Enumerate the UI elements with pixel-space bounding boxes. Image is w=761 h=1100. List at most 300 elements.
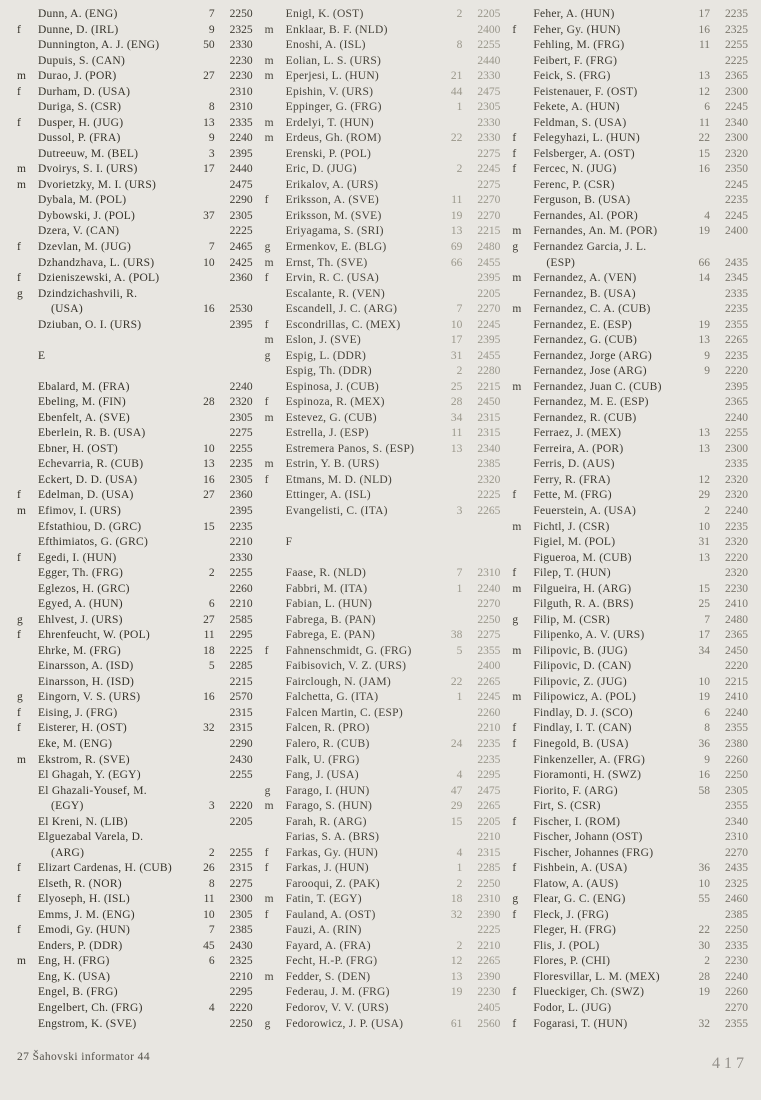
games-count: 2 — [208, 567, 215, 580]
games-count: 17 — [203, 163, 215, 176]
list-item — [17, 193, 253, 209]
rating-value: 2265 — [477, 675, 501, 688]
games-count: 15 — [698, 582, 711, 595]
title-prefix: f — [264, 318, 269, 331]
games-count: 14 — [698, 272, 711, 285]
list-item — [265, 737, 501, 753]
player-name: Dusper, H. (JUG) — [38, 116, 124, 129]
rating-value: 2240 — [477, 582, 501, 595]
games-count: 28 — [698, 970, 711, 983]
list-item — [17, 504, 253, 520]
games-count: 32 — [698, 1017, 711, 1030]
list-item — [512, 504, 748, 520]
list-item — [265, 892, 501, 908]
player-name: Espinosa, J. (CUB) — [285, 380, 379, 393]
list-item — [17, 861, 253, 877]
list-item — [265, 628, 501, 644]
list-item — [512, 830, 748, 846]
player-name: Fischer, Johann (OST) — [533, 831, 643, 844]
player-name: Eingorn, V. S. (URS) — [38, 691, 141, 704]
player-name: Escalante, R. (VEN) — [285, 287, 385, 300]
list-item — [265, 85, 501, 101]
rating-value: 2245 — [725, 101, 749, 114]
list-item — [17, 877, 253, 893]
list-item-continuation — [17, 799, 253, 815]
player-name: Fabrega, E. (PAN) — [285, 629, 376, 642]
list-item — [265, 38, 501, 54]
list-item — [17, 659, 253, 675]
rating-value: 2325 — [725, 877, 749, 890]
rating-value: 2310 — [725, 831, 749, 844]
games-count: 36 — [698, 862, 711, 875]
list-item — [265, 224, 501, 240]
games-count: 58 — [698, 784, 711, 797]
list-item — [265, 69, 501, 85]
games-count: 55 — [698, 893, 711, 906]
list-item — [265, 954, 501, 970]
player-name: Fairclough, N. (JAM) — [285, 675, 391, 688]
rating-value: 2410 — [725, 598, 749, 611]
rating-value: 2435 — [725, 256, 749, 269]
games-count: 27 — [203, 489, 215, 502]
player-name: Fioramonti, H. (SWZ) — [533, 769, 642, 782]
list-item — [265, 426, 501, 442]
games-count: 9 — [704, 753, 711, 766]
games-count: 2 — [456, 365, 463, 378]
games-count: 18 — [450, 893, 463, 906]
player-name: Fernandez, Juan C. (CUB) — [533, 380, 662, 393]
rating-value: 2265 — [477, 800, 501, 813]
list-item — [265, 240, 501, 256]
rating-value: 2305 — [725, 784, 749, 797]
player-name: Finegold, B. (USA) — [533, 737, 629, 750]
list-item — [512, 613, 748, 629]
player-name: Dvorietzky, M. I. (URS) — [38, 178, 157, 191]
rating-value: 2245 — [725, 209, 749, 222]
title-prefix: m — [264, 334, 274, 347]
player-name: Flueckiger, Ch. (SWZ) — [533, 986, 645, 999]
player-name: Feldman, S. (USA) — [533, 116, 627, 129]
player-name: (USA) — [51, 303, 83, 316]
rating-value: 2250 — [725, 924, 749, 937]
rating-value: 2305 — [229, 411, 253, 424]
list-item — [512, 690, 748, 706]
games-count: 8 — [456, 39, 463, 52]
list-item — [17, 287, 253, 303]
list-item — [17, 939, 253, 955]
games-count: 7 — [456, 303, 463, 316]
list-item — [512, 675, 748, 691]
player-name: Ernst, Th. (SVE) — [285, 256, 368, 269]
list-item — [17, 597, 253, 613]
list-item — [512, 271, 748, 287]
list-item — [512, 178, 748, 194]
games-count: 44 — [450, 85, 463, 98]
player-name: Figiel, M. (POL) — [533, 536, 616, 549]
column-3 — [512, 7, 748, 1032]
rating-value: 2240 — [229, 380, 253, 393]
title-prefix: f — [17, 489, 21, 502]
title-prefix: f — [264, 396, 269, 409]
player-name: Fernandez, M. E. (ESP) — [533, 396, 649, 409]
player-name: Fleger, H. (FRG) — [533, 924, 617, 937]
list-item — [512, 768, 748, 784]
games-count: 2 — [456, 877, 463, 890]
title-prefix: g — [17, 691, 23, 704]
title-prefix: f — [512, 147, 517, 160]
rating-value: 2395 — [229, 318, 253, 331]
rating-value: 2330 — [477, 70, 501, 83]
player-name: Fernandes, An. M. (POR) — [533, 225, 658, 238]
rating-value: 2315 — [477, 846, 501, 859]
rating-value: 2205 — [477, 8, 501, 20]
games-count: 34 — [450, 411, 463, 424]
player-name: Fang, J. (USA) — [285, 769, 359, 782]
player-name: (EGY) — [51, 800, 84, 813]
list-item — [17, 706, 253, 722]
list-item — [265, 256, 501, 272]
games-count: 13 — [698, 427, 711, 440]
games-count: 22 — [450, 675, 463, 688]
games-count: 2 — [456, 8, 463, 20]
list-item — [265, 7, 501, 23]
player-name: Estevez, G. (CUB) — [285, 411, 377, 424]
player-name: Ferenc, P. (CSR) — [533, 178, 615, 191]
player-name: Efstathiou, D. (GRC) — [38, 520, 142, 533]
player-name: Findlay, D. J. (SCO) — [533, 706, 633, 719]
player-name: Enoshi, A. (ISL) — [285, 39, 366, 52]
list-item — [265, 271, 501, 287]
player-name: Eperjesi, L. (HUN) — [285, 70, 379, 83]
player-name: Faase, R. (NLD) — [285, 567, 367, 580]
list-item — [265, 846, 501, 862]
rating-value: 2395 — [477, 272, 501, 285]
player-name: Dussol, P. (FRA) — [38, 132, 121, 145]
games-count: 15 — [698, 147, 711, 160]
list-item — [17, 1017, 253, 1033]
player-name: Eolian, L. S. (URS) — [285, 54, 382, 67]
rating-value: 2395 — [725, 380, 749, 393]
rating-value: 2340 — [725, 815, 749, 828]
title-prefix: m — [512, 303, 522, 316]
rating-value: 2330 — [477, 116, 501, 129]
list-item — [512, 457, 748, 473]
rating-value: 2260 — [725, 753, 749, 766]
list-item — [17, 380, 253, 396]
games-count: 6 — [704, 706, 711, 719]
list-item — [265, 100, 501, 116]
list-item — [265, 178, 501, 194]
rating-value: 2280 — [477, 365, 501, 378]
rating-value: 2395 — [229, 505, 253, 517]
rating-value: 2275 — [477, 629, 501, 642]
blank-line — [265, 520, 501, 536]
rating-value: 2255 — [229, 846, 253, 859]
games-count: 11 — [203, 629, 215, 642]
rating-value: 2400 — [725, 225, 749, 238]
list-item — [265, 209, 501, 225]
list-item — [512, 209, 748, 225]
list-item — [512, 644, 748, 660]
list-item — [17, 116, 253, 132]
list-item — [512, 411, 748, 427]
player-name: Ehrke, M. (FRG) — [38, 644, 121, 657]
list-item — [265, 721, 501, 737]
list-item — [265, 116, 501, 132]
games-count: 10 — [203, 442, 215, 455]
list-item — [17, 38, 253, 54]
games-count: 13 — [698, 334, 711, 347]
rating-value: 2240 — [229, 132, 253, 145]
rating-value: 2215 — [477, 380, 501, 393]
title-prefix: f — [17, 629, 21, 642]
player-name: Fayard, A. (FRA) — [285, 939, 371, 952]
player-name: Dutreeuw, M. (BEL) — [38, 147, 139, 160]
player-name: Ferreira, A. (POR) — [533, 442, 624, 455]
list-item — [17, 675, 253, 691]
player-name: Ebeling, M. (FIN) — [38, 396, 126, 409]
rating-value: 2300 — [725, 442, 749, 455]
list-item — [265, 659, 501, 675]
player-name: Feick, S. (FRG) — [533, 70, 611, 83]
player-name: Farkas, Gy. (HUN) — [285, 846, 378, 859]
rating-value: 2215 — [725, 675, 749, 688]
games-count: 15 — [450, 815, 463, 828]
rating-value: 2250 — [229, 1017, 253, 1030]
player-name: Efthimiatos, G. (GRC) — [38, 536, 149, 549]
games-count: 11 — [451, 194, 463, 207]
player-name: Elseth, R. (NOR) — [38, 877, 122, 890]
games-count: 66 — [698, 256, 711, 269]
list-item — [512, 706, 748, 722]
player-name: Feuerstein, A. (USA) — [533, 505, 637, 517]
list-item — [17, 644, 253, 660]
title-prefix: m — [17, 163, 26, 176]
rating-value: 2315 — [477, 427, 501, 440]
list-item — [265, 162, 501, 178]
list-item — [512, 162, 748, 178]
games-count: 21 — [450, 70, 463, 83]
games-count: 7 — [208, 8, 215, 20]
rating-value: 2215 — [229, 675, 253, 688]
list-item — [17, 690, 253, 706]
games-count: 31 — [698, 536, 711, 549]
list-item — [265, 690, 501, 706]
list-item — [265, 1017, 501, 1033]
list-item — [17, 69, 253, 85]
rating-value: 2355 — [477, 644, 501, 657]
rating-value: 2465 — [229, 240, 253, 253]
rating-value: 2480 — [725, 613, 749, 626]
player-name: Eriksson, M. (SVE) — [285, 209, 382, 222]
list-item — [265, 597, 501, 613]
rating-value: 2205 — [477, 815, 501, 828]
player-name: Fiorito, F. (ARG) — [533, 784, 618, 797]
games-count: 19 — [450, 986, 463, 999]
player-name: Fleck, J. (FRG) — [533, 908, 609, 921]
list-item — [512, 302, 748, 318]
player-name: Floresvillar, L. M. (MEX) — [533, 970, 660, 983]
list-item — [265, 613, 501, 629]
player-name: Estremera Panos, S. (ESP) — [285, 442, 415, 455]
player-name: Dunne, D. (IRL) — [38, 23, 119, 36]
player-name: Fernandez, E. (ESP) — [533, 318, 632, 331]
rating-value: 2365 — [725, 70, 749, 83]
player-name: El Kreni, N. (LIB) — [38, 815, 128, 828]
title-prefix: g — [512, 613, 519, 626]
rating-value: 2255 — [477, 39, 501, 52]
rating-value: 2220 — [229, 800, 253, 813]
rating-value: 2320 — [725, 473, 749, 486]
player-name: Estrin, Y. B. (URS) — [285, 458, 380, 471]
rating-value: 2250 — [477, 613, 501, 626]
list-item — [17, 892, 253, 908]
player-name: Emms, J. M. (ENG) — [38, 908, 135, 921]
rating-value: 2235 — [229, 520, 253, 533]
list-item — [512, 628, 748, 644]
player-name: Escondrillas, C. (MEX) — [285, 318, 401, 331]
player-name: Dybala, M. (POL) — [38, 194, 127, 207]
games-count: 13 — [450, 442, 463, 455]
list-item — [17, 426, 253, 442]
list-item — [17, 908, 253, 924]
player-name: Fecht, H.-P. (FRG) — [285, 955, 378, 968]
games-count: 61 — [450, 1017, 463, 1030]
rating-value: 2425 — [229, 256, 253, 269]
list-item — [265, 504, 501, 520]
list-item — [17, 721, 253, 737]
list-item — [17, 613, 253, 629]
title-prefix: f — [17, 706, 21, 719]
games-count: 2 — [456, 163, 463, 176]
player-name: Dzevlan, M. (JUG) — [38, 240, 132, 253]
rating-value: 2405 — [477, 1002, 501, 1014]
rating-value: 2260 — [477, 706, 501, 719]
title-prefix: m — [512, 520, 522, 533]
player-name: Filep, T. (HUN) — [533, 567, 611, 580]
player-name: Espig, Th. (DDR) — [285, 365, 372, 378]
title-prefix: f — [512, 737, 517, 750]
title-prefix: m — [264, 116, 274, 129]
list-item — [512, 784, 748, 800]
list-item — [512, 582, 748, 598]
title-prefix: f — [17, 116, 21, 129]
list-item — [265, 799, 501, 815]
player-name: Flear, G. C. (ENG) — [533, 893, 626, 906]
games-count: 9 — [208, 132, 215, 145]
list-item — [17, 954, 253, 970]
player-name: Duriga, S. (CSR) — [38, 101, 122, 114]
list-item — [512, 349, 748, 365]
player-name: Ferris, D. (AUS) — [533, 458, 615, 471]
rating-value: 2250 — [477, 877, 501, 890]
rating-value: 2355 — [725, 1017, 749, 1030]
rating-value: 2245 — [725, 178, 749, 191]
list-item — [512, 566, 748, 582]
list-item — [265, 644, 501, 660]
player-name: Elizart Cardenas, H. (CUB) — [38, 862, 172, 875]
list-item — [17, 753, 253, 769]
rating-value: 2230 — [477, 986, 501, 999]
player-name: El Ghazali-Yousef, M. — [38, 784, 147, 797]
title-prefix: f — [17, 893, 21, 906]
games-count: 31 — [450, 349, 463, 362]
player-name: Eng, K. (USA) — [38, 970, 111, 983]
list-item — [265, 970, 501, 986]
games-count: 8 — [208, 101, 215, 114]
player-name: Filipenko, A. V. (URS) — [533, 629, 645, 642]
player-name: Escandell, J. C. (ARG) — [285, 303, 398, 316]
list-item — [265, 939, 501, 955]
player-name: Filipovic, D. (CAN) — [533, 660, 632, 673]
list-item — [512, 23, 748, 39]
games-count: 2 — [704, 505, 711, 517]
list-item — [512, 985, 748, 1001]
player-name: Fodor, L. (JUG) — [533, 1002, 612, 1014]
games-count: 17 — [698, 8, 711, 20]
list-item — [512, 38, 748, 54]
player-name: (ESP) — [546, 256, 576, 269]
list-item — [265, 566, 501, 582]
title-prefix: f — [264, 644, 269, 657]
list-item — [512, 488, 748, 504]
rating-value: 2355 — [725, 800, 749, 813]
rating-value: 2210 — [477, 722, 501, 735]
player-name: Farias, S. A. (BRS) — [285, 831, 380, 844]
games-count: 2 — [208, 846, 215, 859]
player-name: Espig, L. (DDR) — [285, 349, 367, 362]
list-item — [512, 224, 748, 240]
player-name: Figueroa, M. (CUB) — [533, 551, 632, 564]
games-count: 12 — [450, 955, 463, 968]
rating-value: 2275 — [477, 178, 501, 191]
rating-value: 2205 — [229, 815, 253, 828]
games-count: 9 — [208, 23, 215, 36]
player-name: Eriksson, A. (SVE) — [285, 194, 379, 207]
rating-value: 2455 — [477, 349, 501, 362]
list-item — [265, 985, 501, 1001]
column-1 — [17, 7, 253, 1032]
list-item — [265, 753, 501, 769]
games-count: 45 — [203, 939, 215, 952]
columns-container — [17, 7, 748, 1032]
title-prefix: m — [264, 132, 274, 145]
player-name: Erikalov, A. (URS) — [285, 178, 379, 191]
games-count: 8 — [208, 877, 215, 890]
title-prefix: f — [512, 986, 517, 999]
player-name: Ferguson, B. (USA) — [533, 194, 631, 207]
rating-value: 2275 — [229, 427, 253, 440]
player-name: Fette, M. (FRG) — [533, 489, 612, 502]
list-item — [17, 100, 253, 116]
player-name: Felegyhazi, L. (HUN) — [533, 132, 640, 145]
games-count: 11 — [203, 893, 215, 906]
games-count: 3 — [208, 147, 215, 160]
rating-value: 2560 — [477, 1017, 501, 1030]
player-name: Espinoza, R. (MEX) — [285, 396, 385, 409]
player-name: Enklaar, B. F. (NLD) — [285, 23, 388, 36]
player-name: Fischer, Johannes (FRG) — [533, 846, 654, 859]
list-item — [17, 457, 253, 473]
player-name: Eslon, J. (SVE) — [285, 334, 361, 347]
player-name: Ebenfelt, A. (SVE) — [38, 411, 131, 424]
list-item — [265, 908, 501, 924]
player-name: Farkas, J. (HUN) — [285, 862, 369, 875]
list-item — [17, 318, 253, 334]
player-name: Fischer, I. (ROM) — [533, 815, 621, 828]
rating-value: 2350 — [725, 163, 749, 176]
rating-value: 2335 — [725, 287, 749, 300]
